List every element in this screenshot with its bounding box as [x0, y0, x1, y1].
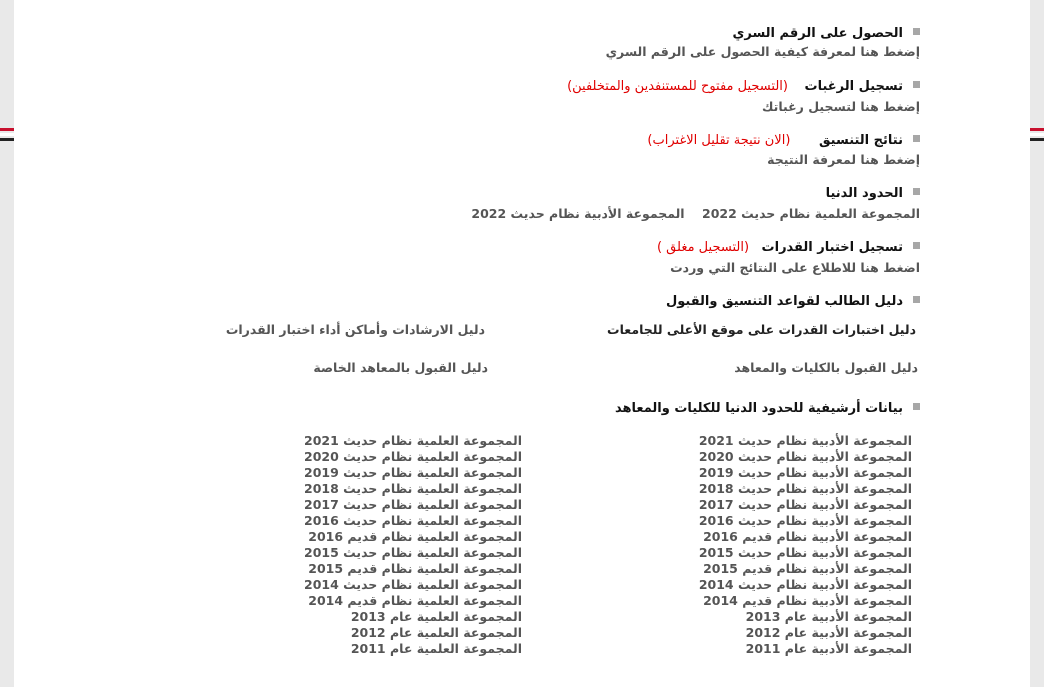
- archive-link[interactable]: المجموعة العلمية نظام قديم 2014: [308, 593, 522, 608]
- square-bullet-icon: [913, 296, 920, 303]
- archive-link[interactable]: المجموعة العلمية نظام حديث 2015: [304, 545, 522, 560]
- archive-link[interactable]: المجموعة الأدبية نظام قديم 2015: [703, 561, 912, 576]
- section-heading: [647, 133, 920, 148]
- archive-link[interactable]: المجموعة الأدبية نظام حديث 2014: [698, 577, 912, 592]
- section-title[interactable]: تسجيل الرغبات: [804, 79, 903, 94]
- section-title[interactable]: الحصول على الرقم السري: [732, 26, 903, 41]
- archive-link[interactable]: المجموعة الأدبية نظام قديم 2014: [703, 593, 912, 608]
- archive-link[interactable]: المجموعة العلمية نظام حديث 2018: [304, 481, 522, 496]
- section-heading: [732, 26, 920, 41]
- archive-link[interactable]: المجموعة الأدبية نظام حديث 2016: [698, 513, 912, 528]
- square-bullet-icon: [913, 242, 920, 249]
- archive-link[interactable]: المجموعة الأدبية نظام قديم 2016: [703, 529, 912, 544]
- archive-link[interactable]: المجموعة الأدبية عام 2011: [745, 641, 912, 656]
- archive-link[interactable]: المجموعة العلمية نظام حديث 2017: [304, 497, 522, 512]
- archive-link[interactable]: المجموعة الأدبية عام 2013: [745, 609, 912, 624]
- flag-stripe-left: [0, 128, 14, 150]
- archive-link[interactable]: المجموعة العلمية نظام حديث 2020: [304, 449, 522, 464]
- min-limits-links[interactable]: المجموعة العلمية نظام حديث 2022 المجموعة الأدبية نظام حديث 2022: [471, 206, 920, 221]
- archive-link[interactable]: المجموعة الأدبية نظام حديث 2019: [698, 465, 912, 480]
- archive-link[interactable]: المجموعة الأدبية نظام حديث 2015: [698, 545, 912, 560]
- content-panel: [14, 0, 1030, 687]
- archive-link[interactable]: المجموعة الأدبية نظام حديث 2021: [698, 433, 912, 448]
- archive-link[interactable]: المجموعة العلمية نظام حديث 2019: [304, 465, 522, 480]
- square-bullet-icon: [913, 188, 920, 195]
- square-bullet-icon: [913, 28, 920, 35]
- section-heading: [657, 240, 920, 255]
- section-title[interactable]: دليل الطالب لقواعد التنسيق والقبول: [665, 294, 903, 309]
- archive-title: بيانات أرشيفية للحدود الدنيا للكليات والمعاهد: [614, 401, 903, 416]
- archive-link[interactable]: المجموعة العلمية نظام حديث 2021: [304, 433, 522, 448]
- scientific-archive-list: [304, 433, 522, 657]
- archive-link[interactable]: المجموعة العلمية عام 2013: [350, 609, 522, 624]
- archive-link[interactable]: المجموعة العلمية عام 2012: [350, 625, 522, 640]
- archive-link[interactable]: المجموعة العلمية عام 2011: [350, 641, 522, 656]
- literary-archive-list: [699, 433, 912, 657]
- section-link[interactable]: إضغط هنا لتسجيل رغباتك: [762, 99, 920, 114]
- section-heading: [567, 79, 920, 94]
- section-link[interactable]: إضغط هنا لمعرفة النتيجة: [767, 152, 920, 167]
- status-note: (التسجيل مفتوح للمستنفدين والمتخلفين): [567, 79, 788, 94]
- archive-link[interactable]: المجموعة العلمية نظام حديث 2016: [304, 513, 522, 528]
- section-heading: [615, 401, 920, 416]
- guidance-places-guide-link[interactable]: دليل الارشادات وأماكن أداء اختبار القدرات: [225, 322, 485, 337]
- archive-link[interactable]: المجموعة الأدبية عام 2012: [745, 625, 912, 640]
- status-note: (الان نتيجة تقليل الاغتراب): [647, 133, 791, 148]
- section-heading: [666, 294, 920, 309]
- archive-link[interactable]: المجموعة الأدبية نظام حديث 2020: [698, 449, 912, 464]
- section-heading: [826, 186, 920, 201]
- section-link[interactable]: اضغط هنا للاطلاع على النتائج التي وردت: [670, 260, 920, 275]
- status-note: (التسجيل مغلق ): [656, 240, 750, 255]
- archive-link[interactable]: المجموعة العلمية نظام حديث 2014: [304, 577, 522, 592]
- square-bullet-icon: [913, 403, 920, 410]
- square-bullet-icon: [913, 135, 920, 142]
- archive-link[interactable]: المجموعة العلمية نظام قديم 2015: [308, 561, 522, 576]
- square-bullet-icon: [913, 81, 920, 88]
- section-link[interactable]: إضغط هنا لمعرفة كيفية الحصول على الرقم السري: [605, 44, 920, 59]
- section-title[interactable]: نتائج التنسيق: [818, 133, 903, 148]
- section-title: الحدود الدنيا: [825, 186, 903, 201]
- archive-link[interactable]: المجموعة العلمية نظام قديم 2016: [308, 529, 522, 544]
- flag-stripe-right: [1030, 128, 1044, 150]
- archive-link[interactable]: المجموعة الأدبية نظام حديث 2018: [698, 481, 912, 496]
- section-title[interactable]: تسجيل اختبار القدرات: [761, 240, 903, 255]
- abilities-site-guide-link[interactable]: دليل اختبارات القدرات على موقع الأعلى للجامعات: [607, 322, 916, 337]
- archive-link[interactable]: المجموعة الأدبية نظام حديث 2017: [698, 497, 912, 512]
- colleges-guide-link[interactable]: دليل القبول بالكليات والمعاهد: [734, 360, 918, 375]
- private-institutes-guide-link[interactable]: دليل القبول بالمعاهد الخاصة: [313, 360, 488, 375]
